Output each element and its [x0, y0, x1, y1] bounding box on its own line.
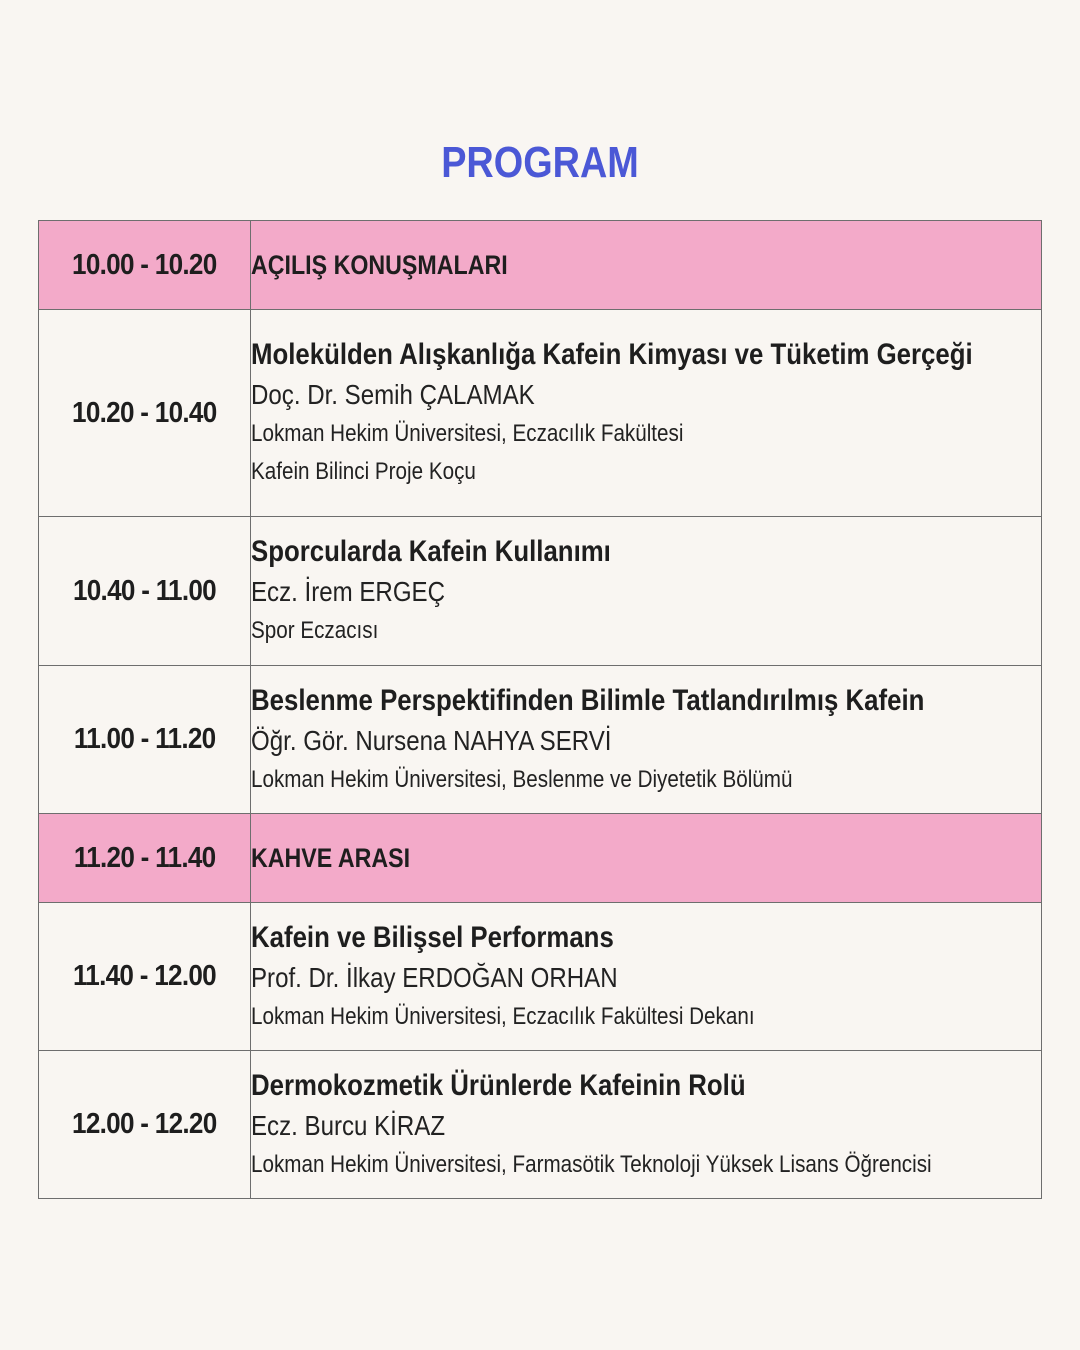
time-cell: 10.40 - 11.00	[39, 517, 251, 666]
session-topic: Dermokozmetik Ürünlerde Kafeinin Rolü	[251, 1068, 746, 1102]
program-row	[39, 666, 1042, 814]
page-title: PROGRAM	[441, 138, 639, 187]
program-row	[39, 1051, 1042, 1199]
session-cell	[251, 903, 1042, 1051]
session-speaker: Doç. Dr. Semih ÇALAMAK	[251, 379, 535, 410]
session-cell	[251, 517, 1042, 666]
session-speaker: Prof. Dr. İlkay ERDOĞAN ORHAN	[251, 961, 618, 993]
time-cell: 10.00 - 10.20	[39, 221, 251, 310]
program-table	[38, 220, 1042, 1199]
session-topic: Molekülden Alışkanlığa Kafein Kimyası ve Tüketim Gerçeği	[251, 338, 973, 371]
program-row-coffee-break	[39, 814, 1042, 903]
time-cell: 12.00 - 12.20	[39, 1051, 251, 1199]
session-topic: Kafein ve Bilişsel Performans	[251, 920, 614, 954]
session-cell	[251, 1051, 1042, 1199]
program-row	[39, 517, 1042, 666]
session-speaker: Ecz. Burcu KİRAZ	[251, 1109, 446, 1141]
time-cell: 11.00 - 11.20	[39, 666, 251, 814]
program-row-opening	[39, 221, 1042, 310]
time-cell: 10.20 - 10.40	[39, 310, 251, 517]
session-role: Kafein Bilinci Proje Koçu	[251, 458, 476, 485]
session-cell	[251, 666, 1042, 814]
session-affiliation: Lokman Hekim Üniversitesi, Farmasötik Teknoloji Yüksek Lisans Öğrencisi	[251, 1150, 932, 1178]
session-speaker: Ecz. İrem ERGEÇ	[251, 576, 446, 607]
session-heading: AÇILIŞ KONUŞMALARI	[251, 221, 1042, 310]
session-affiliation: Lokman Hekim Üniversitesi, Beslenme ve Diyetetik Bölümü	[251, 765, 793, 793]
session-affiliation: Spor Eczacısı	[251, 617, 379, 644]
session-topic: Sporcularda Kafein Kullanımı	[251, 535, 611, 568]
session-cell	[251, 310, 1042, 517]
program-row	[39, 310, 1042, 517]
session-affiliation: Lokman Hekim Üniversitesi, Eczacılık Fakültesi	[251, 420, 684, 447]
time-cell: 11.20 - 11.40	[39, 814, 251, 903]
session-affiliation: Lokman Hekim Üniversitesi, Eczacılık Fakültesi Dekanı	[251, 1002, 755, 1030]
time-cell: 11.40 - 12.00	[39, 903, 251, 1051]
program-row	[39, 903, 1042, 1051]
session-topic: Beslenme Perspektifinden Bilimle Tatlandırılmış Kafein	[251, 683, 925, 717]
session-speaker: Öğr. Gör. Nursena NAHYA SERVİ	[251, 724, 612, 756]
session-heading: KAHVE ARASI	[251, 814, 1042, 903]
